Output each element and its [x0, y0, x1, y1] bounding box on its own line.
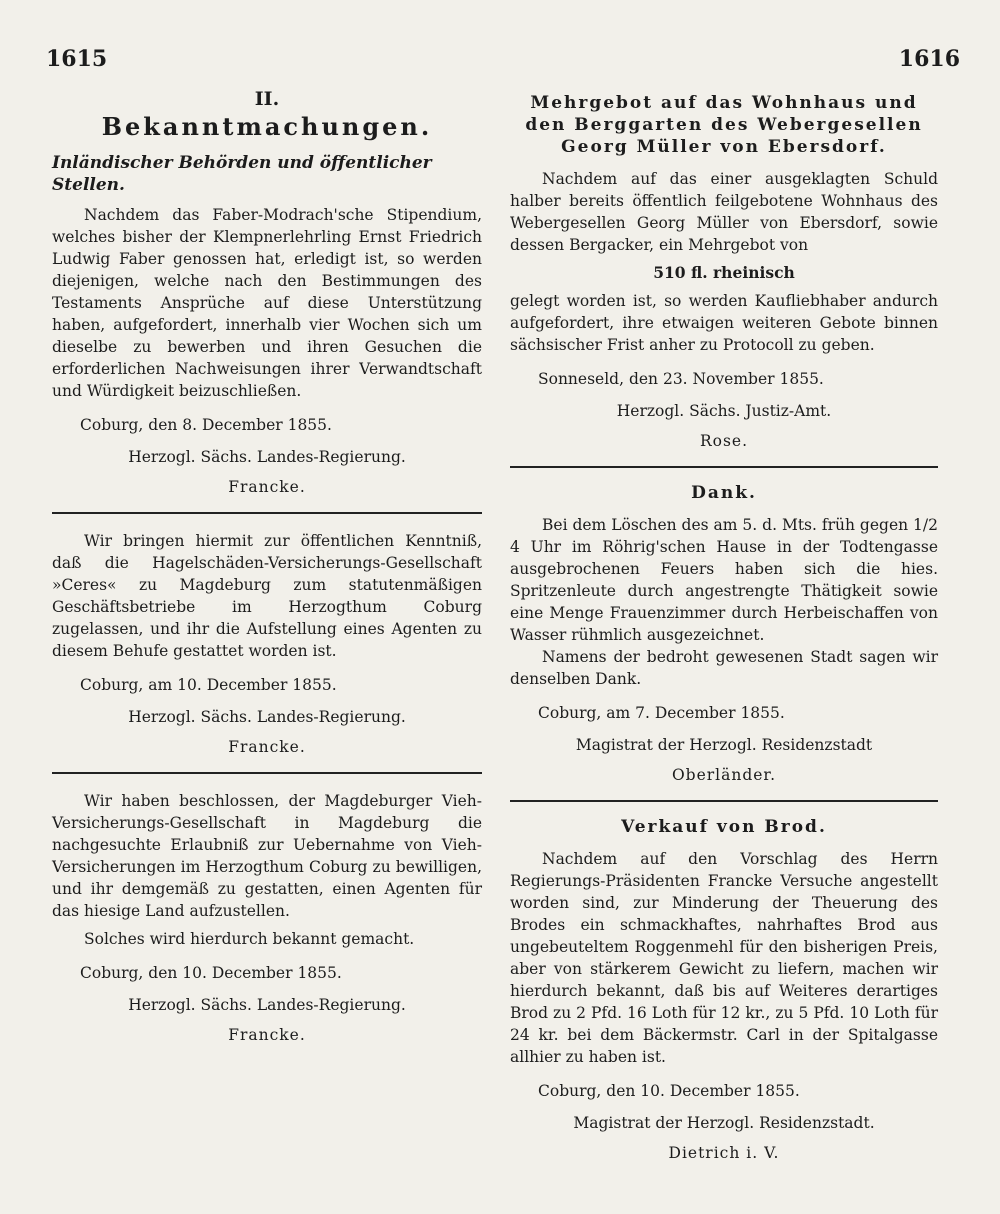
left-column	[52, 88, 482, 1046]
livestock-notice-authority: Herzogl. Sächs. Landes-Regierung.	[128, 996, 406, 1014]
livestock-notice-signature: Francke.	[228, 1026, 306, 1044]
section-heading: Bekanntmachungen.	[101, 112, 433, 141]
ceres-notice-authority: Herzogl. Sächs. Landes-Regierung.	[128, 708, 406, 726]
bread-sale-signature: Dietrich i. V.	[668, 1144, 780, 1162]
page-number-left: 1615	[46, 46, 108, 72]
stipend-notice-authority: Herzogl. Sächs. Landes-Regierung.	[128, 448, 406, 466]
stipend-notice-date: Coburg, den 8. December 1855.	[80, 416, 332, 434]
page-number-right: 1616	[898, 46, 960, 72]
livestock-notice-date: Coburg, den 10. December 1855.	[80, 964, 342, 982]
livestock-notice-text2: Solches wird hierdurch bekannt gemacht.	[84, 930, 415, 948]
divider	[52, 772, 482, 774]
divider	[52, 512, 482, 514]
bread-sale-heading: Verkauf von Brod.	[621, 817, 827, 837]
divider	[510, 466, 938, 468]
surplus-bid-date: Sonneseld, den 23. November 1855.	[538, 370, 824, 388]
bread-sale-date: Coburg, den 10. December 1855.	[538, 1082, 800, 1100]
right-column	[510, 88, 938, 1164]
divider	[510, 800, 938, 802]
thanks-text: Bei dem Löschen des am 5. d. Mts. früh gegen 1/2 4 Uhr im Röhrig'schen Hause in der Todtengasse ausgebrochenen Feuers haben sich die hies. Spritzenleute durch angestrengte Thätigkeit sowie eine Menge Frauenzimmer durch Herbeischaffen von Wasser rühmlich ausgezeichnet.	[510, 516, 938, 644]
stipend-notice-text: Nachdem das Faber-Modrach'sche Stipendium, welches bisher der Klempnerlehrling Ernst Friedrich Ludwig Faber genossen hat, erledigt ist, so werden diejenigen, welche nach den Bestimmungen des Testaments Ansprüche auf diese Unterstützung haben, aufgefordert, innerhalb vier Wochen sich um dieselbe zu bewerben und ihren Gesuchen die erforderlichen Nachweisungen ihrer Verwandtschaft und Würdigkeit beizuschließen.	[52, 206, 482, 400]
section-subheading: Inländischer Behörden und öffentlicher Stellen.	[52, 153, 432, 195]
surplus-bid-text2: gelegt worden ist, so werden Kaufliebhaber andurch aufgefordert, ihre etwaigen weiteren Gebote binnen sächsischer Frist anher zu Protocoll zu geben.	[510, 292, 938, 354]
thanks-signature: Oberländer.	[671, 766, 777, 784]
bread-sale-authority: Magistrat der Herzogl. Residenzstadt.	[573, 1114, 875, 1132]
stipend-notice-signature: Francke.	[228, 478, 306, 496]
thanks-date: Coburg, am 7. December 1855.	[538, 704, 785, 722]
ceres-notice-signature: Francke.	[228, 738, 306, 756]
bread-sale-text: Nachdem auf den Vorschlag des Herrn Regierungs-Präsidenten Francke Versuche angestellt worden sind, zur Minderung der Theuerung des Brodes ein schmackhaftes, nahrhaftes Brod aus ungebeuteltem Roggenmehl für den bisherigen Preis, aber von stärkerem Gewicht zu liefern, machen wir hierdurch bekannt, daß bis auf Weiteres derartiges Brod zu 2 Pfd. 16 Loth für 12 kr., zu 5 Pfd. 10 Loth für 24 kr. bei dem Bäckermstr. Carl in der Spitalgasse allhier zu haben ist.	[510, 850, 938, 1066]
surplus-bid-amount: 510 fl. rheinisch	[653, 263, 795, 282]
surplus-bid-heading: Mehrgebot auf das Wohnhaus und den Berggarten des Webergesellen Georg Müller von Ebersdorf.	[525, 93, 923, 157]
thanks-authority: Magistrat der Herzogl. Residenzstadt	[575, 736, 873, 754]
surplus-bid-authority: Herzogl. Sächs. Justiz-Amt.	[616, 402, 832, 420]
ceres-notice-date: Coburg, am 10. December 1855.	[80, 676, 337, 694]
surplus-bid-signature: Rose.	[699, 432, 749, 450]
section-number: II.	[254, 88, 280, 110]
ceres-notice-text: Wir bringen hiermit zur öffentlichen Kenntniß, daß die Hagelschäden-Versicherungs-Gesellschaft »Ceres« zu Magdeburg zum statutenmäßigen Geschäftsbetriebe im Herzogthum Coburg zugelassen, und ihr die Aufstellung eines Agenten zu diesem Behufe gestattet worden ist.	[52, 532, 482, 660]
livestock-notice-text: Wir haben beschlossen, der Magdeburger Vieh-Versicherungs-Gesellschaft in Magdeburg die nachgesuchte Erlaubniß zur Uebernahme von Vieh-Versicherungen im Herzogthum Coburg zu bewilligen, und ihr demgemäß zu gestatten, einen Agenten für das hiesige Land aufzustellen.	[52, 792, 482, 920]
thanks-text2: Namens der bedroht gewesenen Stadt sagen wir denselben Dank.	[510, 648, 938, 688]
surplus-bid-text: Nachdem auf das einer ausgeklagten Schuld halber bereits öffentlich feilgebotene Wohnhaus des Webergesellen Georg Müller von Ebersdorf, sowie dessen Bergacker, ein Mehrgebot von	[510, 170, 938, 254]
thanks-heading: Dank.	[691, 483, 757, 503]
